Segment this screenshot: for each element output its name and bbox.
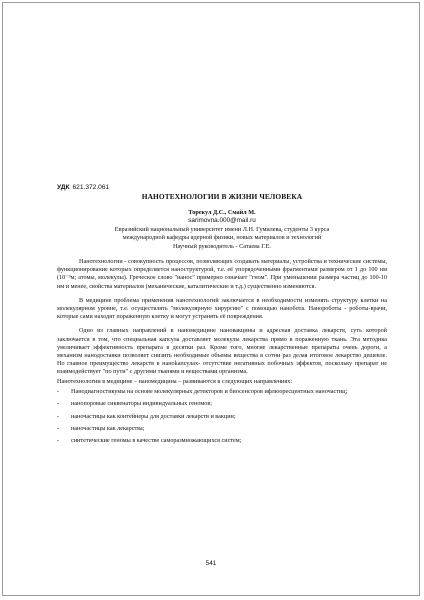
udk-label: УДК <box>57 184 70 191</box>
list-item <box>57 388 387 396</box>
paragraph-medicine: В медицине проблема применения нанотехнологий заключается в необходимости изменять структуру клетки на молекулярном уровне, т.е. осуществлять "молекулярную хирургию" с помощью нанобота. Нанороботы - роботы-врачи, которые сами находят пораженную клетку и могут устранять её повреждения. <box>57 296 387 321</box>
article-body <box>57 258 387 450</box>
udk-number: 621.372.061 <box>72 184 110 191</box>
list-item <box>57 437 387 445</box>
article-title: НАНОТЕХНОЛОГИИ В ЖИЗНИ ЧЕЛОВЕКА <box>141 192 303 201</box>
list-item-text: наночастицы как контейнеры для доставки лекарств и вакцин; <box>71 412 236 420</box>
list-item <box>57 413 387 421</box>
author-names: Торекул Д.С., Смайл М. <box>188 209 256 216</box>
udk-code <box>57 184 109 192</box>
author-block <box>57 209 387 251</box>
list-bullet: - <box>57 425 60 433</box>
paragraph-definition: Нанотехнологии - совокупность процессов, позволяющих создавать материалы, устройства и технические системы, функционирование которых определяется наноструктурой, т.е. её упорядоченными фрагментами размером от 1 до 100 нм (10⁻⁹м; атомы, молекулы). Греческое слово "нанос" примерно означает "гном". При уменьшении размера частиц до 100-10 нм и менее, свойства материалов (механические, каталитические и т.д.) существенно изменяются. <box>57 258 387 290</box>
list-item-text: наночастицы как лекарства; <box>71 425 145 433</box>
list-item-text: синтетические геномы в качестве саморазмножающихся систем; <box>71 437 242 445</box>
list-intro: Нанотехнологии в медицине – наномедицина – развиваются в следующих направлениях: <box>57 377 293 385</box>
author-affiliation-line-2: международной кафедры ядерной физики, новых материалов и технологий <box>122 234 322 242</box>
list-item <box>57 400 387 408</box>
author-email: sarimovna.000@mail.ru <box>188 217 256 225</box>
list-bullet: - <box>57 437 60 445</box>
page-frame <box>2 2 420 596</box>
list-item-text: нанопоровые сиквенаторы индивидуальных геномов; <box>71 400 212 408</box>
paragraph-drug-delivery: Одно из главных направлений в наномедицине нановакцины и адресная доставка лекарств, суть которой заключается в том, что специальная капсула доставляет молекулы лекарства прямо в пораженную ткань. Эта методика увеличивает эффективность препарата в десятки раз. Кроме того, многие лекарственные препараты очень дороги, а механизм нанодоставки позволяет снизить необходимые объемы вещества в сотни раз делая итоговое лекарство дешевле. Но главное преимущество лекарств в наноkапсулах- отсутствие негативных побочных эффектов, поскольку препарат не взаимодействует "по пути" с другими тканями и веществами организма. <box>57 327 387 376</box>
supervisor-line: Научный руководитель - Сатаева Г.Е. <box>173 242 271 250</box>
list-item <box>57 425 387 433</box>
page-number: 541 <box>205 560 217 567</box>
list-item-text: Нанодиагностикумы на основе молекулярных детекторов и биосенсоров ифлюоресцентных наночастиц; <box>71 387 348 395</box>
author-affiliation-line-1: Евразийский национальный университет имени Л.Н. Гумилева, студенты 3 курса <box>114 225 330 233</box>
directions-list <box>57 388 387 446</box>
list-bullet: - <box>57 387 60 395</box>
list-bullet: - <box>57 400 60 408</box>
list-bullet: - <box>57 412 60 420</box>
